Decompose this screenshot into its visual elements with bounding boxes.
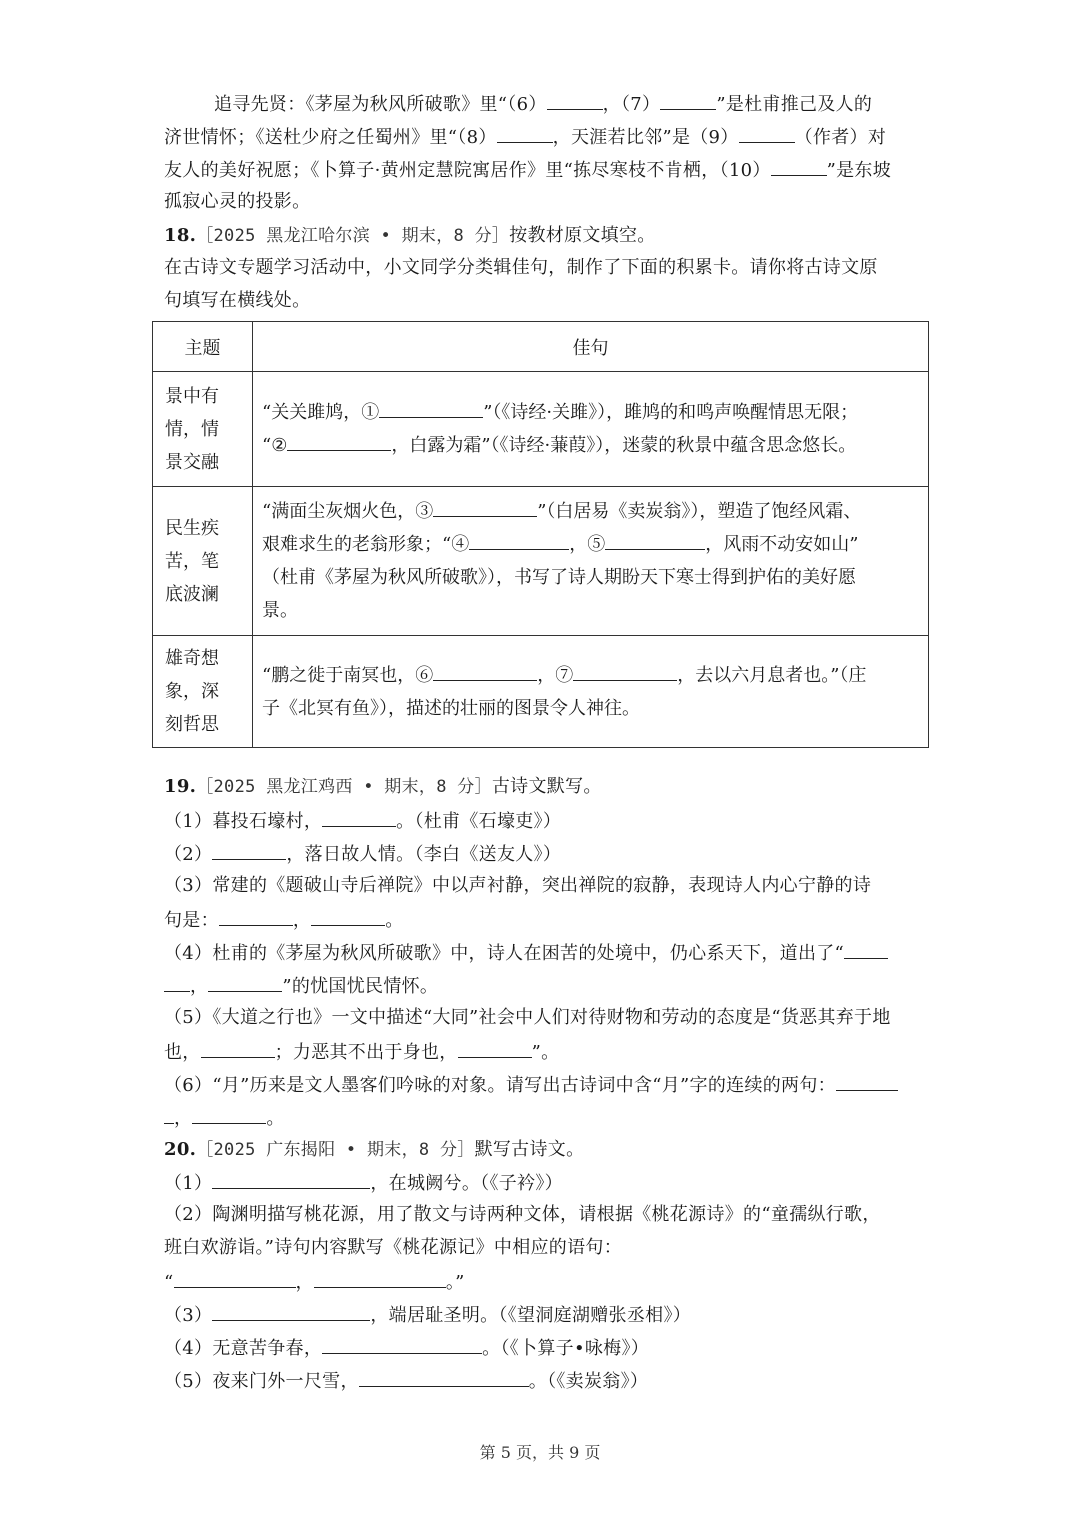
theme-cell: [153, 372, 253, 487]
blank-4[interactable]: [469, 531, 569, 550]
question-source-tag: ［2025 黑龙江鸡西 • 期末，8 分］: [196, 777, 492, 797]
theme-text: 刻哲思: [165, 714, 219, 735]
table-header-row: [153, 322, 929, 372]
blank-6[interactable]: [547, 91, 603, 110]
blank[interactable]: [212, 1170, 370, 1189]
sentence-text: 艰难求生的老翁形象；“④: [262, 534, 470, 555]
q20-item-2-cont: 班白欢游诣。”诗句内容默写《桃花源记》中相应的语句：: [164, 1237, 622, 1258]
intro-text: 济世情怀；《送杜少府之任蜀州》里“（8）: [164, 127, 497, 148]
sentence-line: 景。: [262, 600, 298, 621]
intro-text: ，（7）: [602, 94, 661, 115]
q20-item-2: （2）陶渊明描写桃花源，用了散文与诗两种文体，请根据《桃花源诗》的“童孺纵行歌，: [164, 1204, 881, 1225]
blank-6-table[interactable]: [433, 662, 537, 681]
intro-text: ，天涯若比邻”是（9）: [552, 127, 739, 148]
sentence-cell: [253, 636, 929, 748]
item-text: （1）暮投石壕村，: [164, 811, 323, 832]
blank[interactable]: [174, 1269, 296, 1288]
q18-heading: [164, 224, 656, 248]
item-text: ，落日故人情。（李白《送友人》）: [286, 844, 562, 865]
blank[interactable]: [322, 808, 396, 827]
question-title: 默写古诗文。: [474, 1139, 585, 1160]
sentence-line: [262, 429, 920, 462]
q19-item-2: [164, 841, 561, 867]
item-text: （6）“月”历来是文人墨客们吟咏的对象。请写出古诗词中含“月”字的连续的两句：: [164, 1075, 836, 1096]
q19-item-1: [164, 808, 561, 834]
q19-item-3: （3）常建的《题破山寺后禅院》中以声衬静，突出禅院的寂静，表现诗人内心宁静的诗: [164, 875, 872, 896]
theme-text: 景交融: [165, 451, 219, 473]
blank-3[interactable]: [433, 498, 537, 517]
column-header-theme: 主题: [153, 322, 253, 372]
question-source-tag: ［2025 广东揭阳 • 期末，8 分］: [196, 1140, 475, 1160]
item-text: ；力恶其不出于身也，: [274, 1042, 458, 1063]
blank[interactable]: [164, 1105, 174, 1124]
blank[interactable]: [212, 1302, 370, 1321]
item-text: 句是：: [164, 910, 219, 931]
sentence-line: （杜甫《茅屋为秋风所破歌》），书写了诗人期盼天下寒士得到护佑的美好愿: [262, 567, 856, 588]
q20-item-1: [164, 1170, 563, 1196]
sentence-line: 子《北冥有鱼》），描述的壮丽的图景令人神往。: [262, 697, 640, 719]
blank[interactable]: [314, 1269, 446, 1288]
question-number: 20.: [164, 1139, 197, 1160]
item-text: 。: [385, 910, 404, 931]
sentence-text: ，白露为霜”（《诗经·蒹葭》），迷蒙的秋景中蕴含思念悠长。: [391, 435, 857, 456]
item-text: ，: [174, 1108, 193, 1129]
intro-text: ”是东坡: [826, 160, 892, 181]
question-title: 按教材原文填空。: [509, 225, 656, 246]
item-text: ，在城阙兮。（《子衿》）: [370, 1173, 563, 1194]
sentence-text: “关关雎鸠，①: [262, 402, 380, 423]
intro-text: 友人的美好祝愿；《卜算子·黄州定慧院寓居作》里“拣尽寒枝不肯栖，（10）: [164, 160, 771, 181]
sentence-text: ，去以六月息者也。”（庄: [677, 664, 867, 686]
q19-item-6: [164, 1072, 898, 1098]
q19-item-6-cont: [164, 1105, 285, 1131]
theme-text: 景中有: [165, 385, 219, 407]
column-header-sentences: 佳句: [253, 322, 929, 372]
sentence-text: “②: [262, 435, 288, 456]
table-row: [153, 487, 929, 636]
q20-item-3: [164, 1302, 691, 1328]
item-text: （4）杜甫的《茅屋为秋风所破歌》中，诗人在困苦的处境中，仍心系天下，道出了“: [164, 943, 845, 964]
q19-heading: [164, 775, 602, 799]
q20-item-5: [164, 1368, 648, 1394]
q19-item-4: [164, 940, 888, 966]
blank-1[interactable]: [379, 399, 483, 418]
item-text: 。（《卜算子•咏梅》）: [482, 1338, 650, 1359]
intro-line-2: [164, 124, 886, 150]
item-text: ，: [295, 1272, 314, 1293]
item-text: （1）: [164, 1173, 213, 1194]
sentence-cell: [253, 372, 929, 487]
sentence-text: ”（《诗经·关雎》），雎鸠的和鸣声唤醒情思无限；: [483, 402, 859, 423]
blank-2[interactable]: [287, 432, 391, 451]
accumulation-card-table: [152, 321, 929, 748]
blank[interactable]: [208, 973, 282, 992]
blank[interactable]: [192, 1105, 266, 1124]
question-title: 古诗文默写。: [491, 776, 602, 797]
item-text: ，: [190, 976, 209, 997]
item-text: （2）: [164, 844, 213, 865]
q19-item-4-cont: [164, 973, 438, 999]
q19-item-5-cont: [164, 1039, 559, 1065]
blank[interactable]: [311, 907, 385, 926]
blank-10[interactable]: [771, 157, 827, 176]
sentence-text: ，⑤: [569, 534, 606, 555]
item-text: （3）: [164, 1305, 213, 1326]
question-number: 19.: [164, 776, 197, 797]
blank[interactable]: [212, 841, 286, 860]
sentence-line: [262, 495, 920, 528]
blank-9[interactable]: [739, 124, 795, 143]
item-text: ，端居耻圣明。（《望洞庭湖赠张丞相》）: [370, 1305, 692, 1326]
theme-text: 苦，笔: [165, 550, 219, 572]
item-text: 。（《卖炭翁》）: [528, 1371, 649, 1392]
intro-line-4: 孤寂心灵的投影。: [164, 191, 311, 212]
table-row: [153, 636, 929, 748]
theme-cell: [153, 636, 253, 748]
blank-7[interactable]: [660, 91, 716, 110]
theme-text: 雄奇想: [165, 648, 219, 669]
q18-desc-2: 句填写在横线处。: [164, 290, 311, 311]
q20-item-4: [164, 1335, 649, 1361]
item-text: 。: [266, 1108, 285, 1129]
blank[interactable]: [836, 1072, 898, 1091]
sentence-text: “满面尘灰烟火色，③: [262, 501, 434, 522]
question-number: 18.: [164, 225, 197, 246]
blank[interactable]: [164, 973, 190, 992]
intro-line-3: [164, 157, 891, 183]
q19-item-3-cont: [164, 907, 404, 933]
theme-text: 象，深: [165, 681, 219, 702]
question-source-tag: ［2025 黑龙江哈尔滨 • 期末，8 分］: [196, 226, 510, 246]
theme-cell: [153, 487, 253, 636]
item-text: 也，: [164, 1042, 201, 1063]
blank-8[interactable]: [497, 124, 553, 143]
item-text: 。（杜甫《石壕吏》）: [396, 811, 562, 832]
table-row: [153, 372, 929, 487]
sentence-text: “鹏之徙于南冥也，⑥: [262, 664, 434, 686]
blank[interactable]: [844, 940, 888, 959]
item-text: ”。: [531, 1042, 560, 1063]
item-text: ”的忧国忧民情怀。: [282, 976, 439, 997]
intro-text: （作者）对: [794, 127, 887, 148]
blank[interactable]: [219, 907, 293, 926]
sentence-line: [262, 659, 920, 692]
sentence-text: ，⑦: [537, 664, 574, 686]
blank-5[interactable]: [605, 531, 705, 550]
item-text: （5）夜来门外一尺雪，: [164, 1371, 359, 1392]
item-text: “: [164, 1272, 174, 1293]
q20-item-2-answer: [164, 1269, 465, 1295]
item-text: 。”: [445, 1272, 465, 1293]
intro-line-1: [214, 91, 872, 117]
page-footer: 第 5 页，共 9 页: [479, 1443, 601, 1462]
intro-text: 追寻先贤：《茅屋为秋风所破歌》里“（6）: [214, 94, 547, 115]
item-text: ，: [292, 910, 312, 931]
intro-text: ”是杜甫推己及人的: [716, 94, 873, 115]
theme-text: 情，情: [165, 418, 219, 440]
blank[interactable]: [322, 1335, 482, 1354]
theme-text: 底波澜: [165, 583, 219, 605]
q18-desc-1: 在古诗文专题学习活动中，小文同学分类辑佳句，制作了下面的积累卡。请你将古诗文原: [164, 257, 878, 278]
blank-7-table[interactable]: [573, 662, 677, 681]
sentence-text: ，风雨不动安如山”: [705, 534, 859, 555]
blank[interactable]: [359, 1368, 529, 1387]
item-text: （4）无意苦争春，: [164, 1338, 323, 1359]
theme-text: 民生疾: [165, 517, 219, 539]
sentence-cell: [253, 487, 929, 636]
sentence-text: ”（白居易《卖炭翁》），塑造了饱经风霜、: [537, 501, 862, 522]
sentence-line: [262, 528, 920, 561]
blank[interactable]: [458, 1039, 532, 1058]
blank[interactable]: [201, 1039, 275, 1058]
sentence-line: [262, 396, 920, 429]
q20-heading: [164, 1138, 584, 1162]
q19-item-5: （5）《大道之行也》一文中描述“大同”社会中人们对待财物和劳动的态度是“货恶其弃于地: [164, 1007, 891, 1028]
